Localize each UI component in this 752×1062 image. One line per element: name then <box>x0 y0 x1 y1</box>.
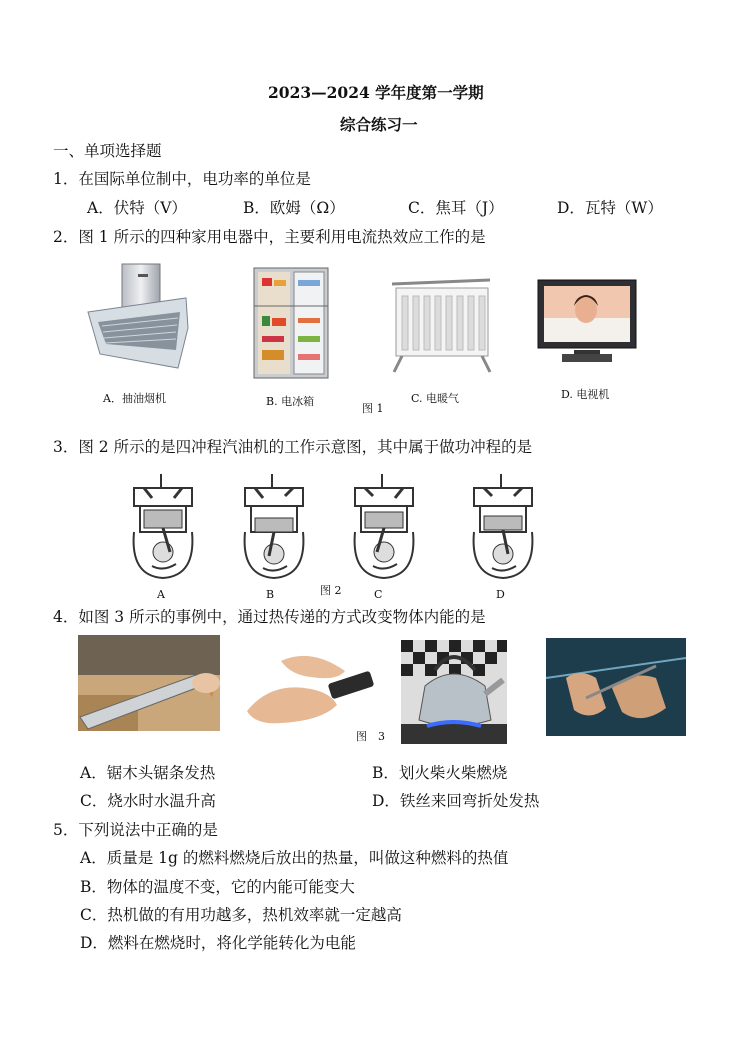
q5-option-c: C．热机做的有用功越多，热机效率就一定越高 <box>80 906 402 924</box>
figure1-label: 图 1 <box>362 402 384 415</box>
figure1-caption-c: C. 电暖气 <box>411 392 460 405</box>
q1-option-d: D．瓦特（W） <box>557 199 663 217</box>
figure3-label: 图 3 <box>356 730 385 743</box>
q1-option-c: C．焦耳（J） <box>408 199 504 217</box>
engine-diagram-d <box>470 470 536 582</box>
figure2-caption-d: D <box>496 588 505 601</box>
figure2-caption-a: A <box>157 588 165 601</box>
document-title: 综合练习一 <box>340 115 418 134</box>
q1-option-a: A．伏特（V） <box>87 199 187 217</box>
question-3-stem: 3．图 2 所示的是四冲程汽油机的工作示意图，其中属于做功冲程的是 <box>53 438 533 456</box>
figure1-caption-b: B. 电冰箱 <box>266 395 315 408</box>
q5-option-b: B．物体的温度不变，它的内能可能变大 <box>80 878 355 896</box>
figure1-caption-d: D. 电视机 <box>561 388 610 401</box>
q5-option-d: D．燃料在燃烧时，将化学能转化为电能 <box>80 934 356 952</box>
sawing-wood-photo <box>78 635 220 731</box>
engine-diagram-c <box>351 470 417 582</box>
question-1-stem: 1．在国际单位制中，电功率的单位是 <box>53 170 311 188</box>
figure2-caption-b: B <box>266 588 275 601</box>
question-4-stem: 4．如图 3 所示的事例中，通过热传递的方式改变物体内能的是 <box>53 608 486 626</box>
q4-option-d: D．铁丝来回弯折处发热 <box>372 792 540 810</box>
question-5-stem: 5．下列说法中正确的是 <box>53 821 218 839</box>
figure2-caption-c: C <box>374 588 383 601</box>
television-image <box>536 278 638 366</box>
bending-wire-photo <box>546 638 686 736</box>
q4-option-a: A．锯木头锯条发热 <box>80 764 216 782</box>
q1-option-b: B．欧姆（Ω） <box>243 199 345 217</box>
q4-option-c: C．烧水时水温升高 <box>80 792 216 810</box>
range-hood-image <box>84 262 192 374</box>
electric-heater-image <box>386 276 496 374</box>
figure2-label: 图 2 <box>320 584 342 597</box>
engine-diagram-b <box>241 470 307 582</box>
document-year: 2023—2024 学年度第一学期 <box>268 83 484 102</box>
question-2-stem: 2．图 1 所示的四种家用电器中，主要利用电流热效应工作的是 <box>53 228 486 246</box>
refrigerator-image <box>252 266 330 380</box>
engine-diagram-a <box>130 470 196 582</box>
figure1-caption-a: A．抽油烟机 <box>103 392 166 405</box>
striking-match-photo <box>241 641 379 727</box>
q5-option-a: A．质量是 1g 的燃料燃烧后放出的热量，叫做这种燃料的热值 <box>80 849 509 867</box>
boiling-kettle-photo <box>401 640 507 744</box>
q4-option-b: B．划火柴火柴燃烧 <box>372 764 508 782</box>
section-heading: 一、单项选择题 <box>53 142 162 160</box>
